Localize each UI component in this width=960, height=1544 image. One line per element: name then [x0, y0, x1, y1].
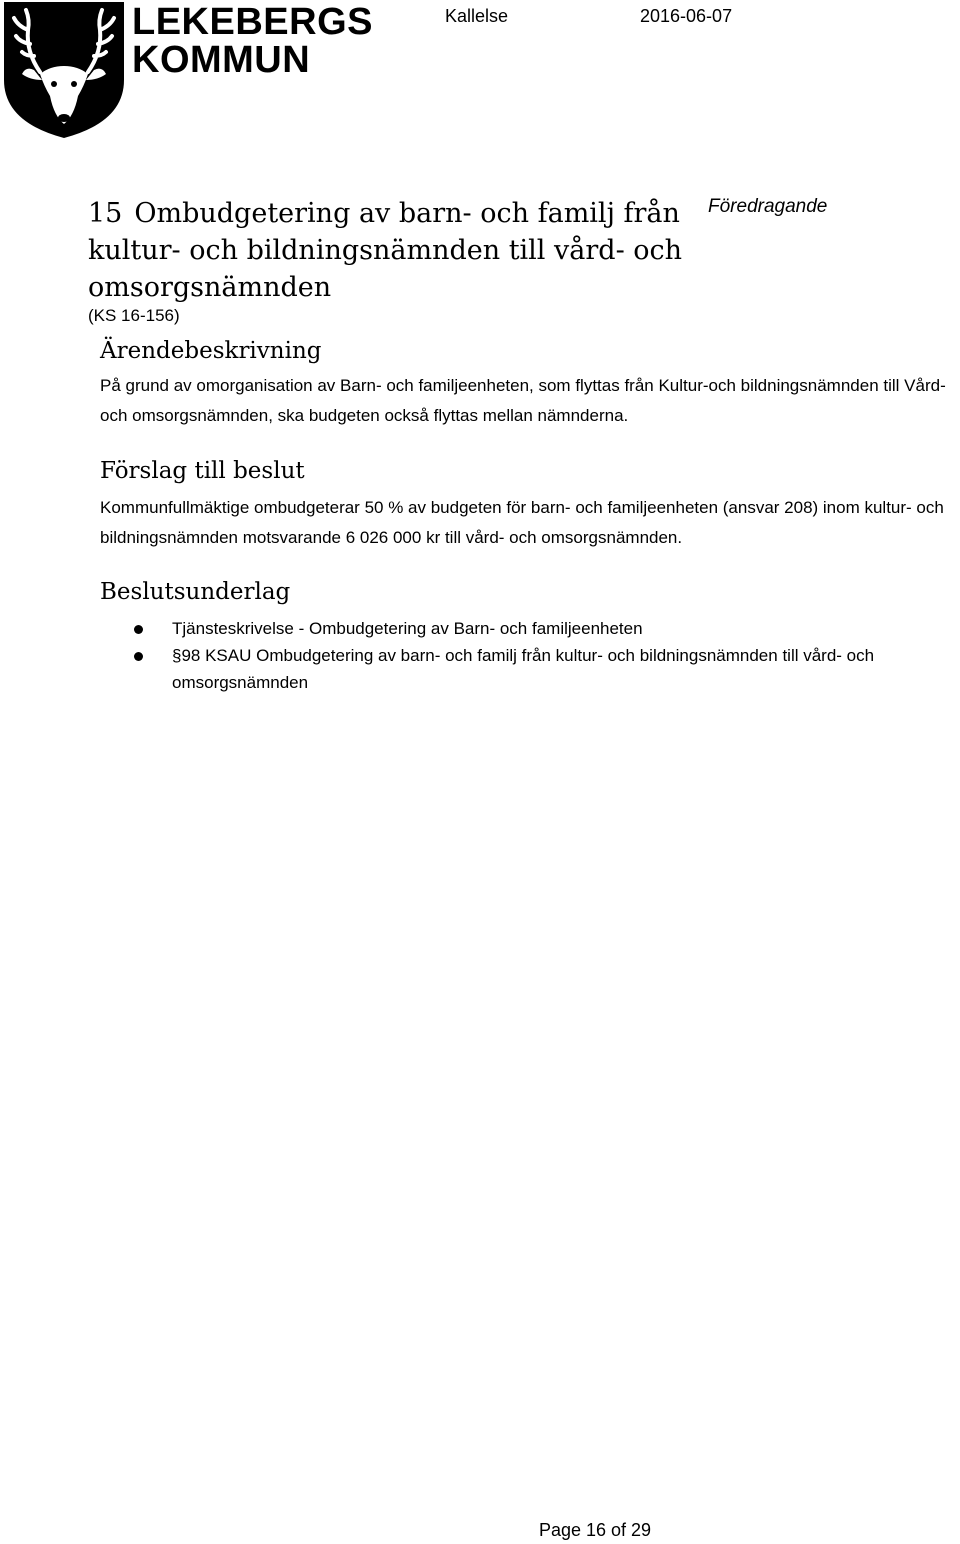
case-reference: (KS 16-156) — [88, 306, 180, 325]
agenda-item-number: 15 — [88, 198, 123, 229]
basis-heading: Beslutsunderlag — [100, 579, 291, 605]
page-number: Page 16 of 29 — [538, 1520, 652, 1540]
proposal-heading: Förslag till beslut — [100, 458, 305, 484]
agenda-item-title-text: Ombudgetering av barn- och familj från kultur- och bildningsnämnden till vård- och omsorgsnämnden — [88, 198, 683, 303]
document-type: Kallelse — [445, 6, 509, 26]
basis-list — [100, 615, 960, 696]
presenter-label: Föredragande — [708, 196, 828, 217]
basis-item-text: Tjänsteskrivelse - Ombudgetering av Barn- och familjeenheten — [172, 619, 643, 638]
description-heading: Ärendebeskrivning — [100, 338, 322, 364]
description-text: På grund av omorganisation av Barn- och familjeenheten, som flyttas från Kultur-och bildningsnämnden till Vård- och omsorgsnämnden, ska budgeten också flyttas mellan nämnderna. — [100, 376, 946, 425]
document-date: 2016-06-07 — [640, 6, 733, 26]
bullet-icon — [134, 625, 143, 634]
org-name-line1: LEKEBERGS — [132, 1, 373, 43]
list-item — [100, 642, 960, 696]
agenda-item-title — [88, 195, 688, 306]
municipal-coat-of-arms-icon — [0, 0, 128, 140]
org-name-line2: KOMMUN — [132, 39, 311, 81]
bullet-icon — [134, 652, 143, 661]
proposal-text: Kommunfullmäktige ombudgeterar 50 % av budgeten för barn- och familjeenheten (ansvar 208) inom kultur- och bildningsnämnden motsvarande 6 026 000 kr till vård- och omsorgsnämnden. — [100, 498, 944, 547]
list-item — [100, 615, 960, 642]
basis-item-text: §98 KSAU Ombudgetering av barn- och familj från kultur- och bildningsnämnden till vård- och omsorgsnämnden — [172, 646, 875, 692]
